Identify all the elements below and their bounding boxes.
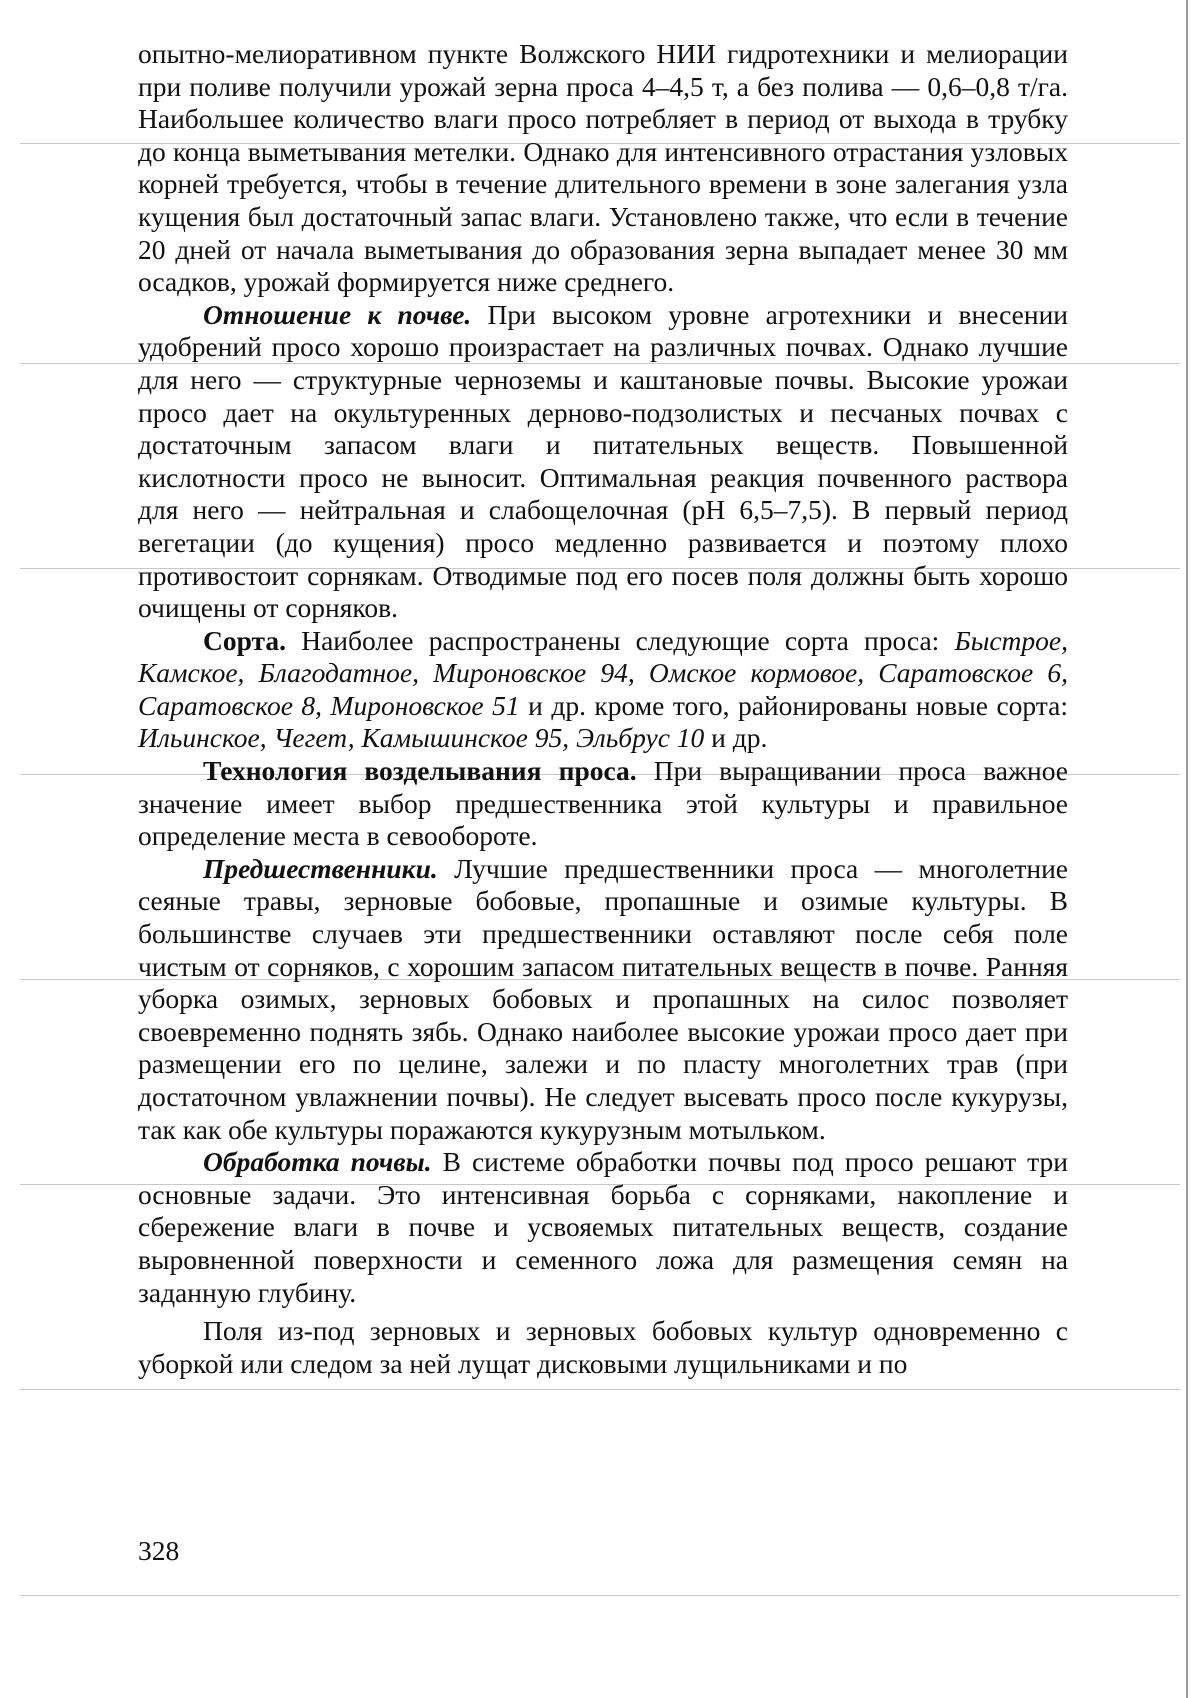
variety-list-main: Быстрое, Камское, Благодатное, Мироновское 94, Омское кормовое, Саратовское 6, Саратовское 8, Мироновское 51 xyxy=(138,624,1068,721)
page-edge-line xyxy=(1186,0,1188,1698)
paragraph-soil-tillage xyxy=(138,1146,1068,1309)
section-heading-predecessors: Предшественники. xyxy=(203,852,438,884)
section-heading-soil-relation: Отношение к почве. xyxy=(203,298,472,330)
paragraph-text: и др. кроме того, районированы новые сорта: xyxy=(519,689,1068,721)
variety-list-new: Ильинское, Чегет, Камышинское 95, Эльбрус 10 xyxy=(138,722,705,754)
paragraph-varieties xyxy=(138,625,1068,755)
section-heading-varieties: Сорта. xyxy=(203,624,287,656)
scan-artifact-line xyxy=(20,1595,1180,1596)
paragraph-text: При высоком уровне агротехники и внесении удобрений просо хорошо произрастает на различных почвах. Однако лучшие для него — структурные черноземы и каштановые почвы. Высокие урожаи просо дает на окультуренных дерново-подзолистых и песчаных почвах с достаточным запасом влаги и питательных веществ. Повышенной кислотности просо не выносит. Оптимальная реакция почвенного раствора для него — нейтральная и слабощелочная (pH 6,5–7,5). В первый период вегетации (до кущения) просо медленно развивается и поэтому плохо противостоит сорнякам. Отводимые под его посев поля должны быть хорошо очищены от сорняков. xyxy=(138,298,1068,624)
paragraph-fields: Поля из-под зерновых и зерновых бобовых культур одновременно с уборкой или следом за ней лущат дисковыми лущильниками и по xyxy=(138,1315,1068,1379)
section-heading-technology: Технология возделывания проса. xyxy=(203,755,637,787)
paragraph-text: В системе обработки почвы под просо решают три основные задачи. Это интенсивная борьба с сорняками, накопление и сбережение влаги в почве и усвояемых питательных веществ, создание выровненной поверхности и семенного ложа для размещения семян на заданную глубину. xyxy=(138,1146,1068,1308)
paragraph-text: Наиболее распространены следующие сорта проса: xyxy=(286,624,955,656)
page-number: 328 xyxy=(138,1535,180,1566)
section-heading-soil-tillage: Обработка почвы. xyxy=(203,1146,432,1178)
paragraph-text: и др. xyxy=(704,722,768,754)
scan-artifact-line xyxy=(20,1389,1180,1390)
paragraph-continuation: опытно-мелиоративном пункте Волжского НИИ гидротехники и мелиорации при поливе получили урожай зерна проса 4–4,5 т, а без полива — 0,6–0,8 т/га. Наибольшее количество влаги просо потребляет в период от выхода в трубку до конца выметывания метелки. Однако для интенсивного отрастания узловых корней требуется, чтобы в течение длительного времени в зоне залегания узла кущения был достаточный запас влаги. Установлено также, что если в течение 20 дней от начала выметывания до образования зерна выпадает менее 30 мм осадков, урожай формируется ниже среднего. xyxy=(138,38,1068,298)
paragraph-technology xyxy=(138,755,1068,853)
page-body xyxy=(138,38,1068,1380)
paragraph-text: При выращивании проса важное значение имеет выбор предшественника этой культуры и правильное определение места в севообороте. xyxy=(138,755,1068,852)
paragraph-soil-relation xyxy=(138,299,1068,625)
paragraph-predecessors xyxy=(138,853,1068,1146)
paragraph-text: Лучшие предшественники проса — многолетние сеяные травы, зерновые бобовые, пропашные и озимые культуры. В большинстве случаев эти предшественники оставляют после себя поле чистым от сорняков, с хорошим запасом питательных веществ в почве. Ранняя уборка озимых, зерновых бобовых и пропашных на силос позволяет своевременно поднять зябь. Однако наиболее высокие урожаи просо дает при размещении его по целине, залежи и по пласту многолетних трав (при достаточном увлажнении почвы). Не следует высевать просо после кукурузы, так как обе культуры поражаются кукурузным мотыльком. xyxy=(138,852,1068,1145)
